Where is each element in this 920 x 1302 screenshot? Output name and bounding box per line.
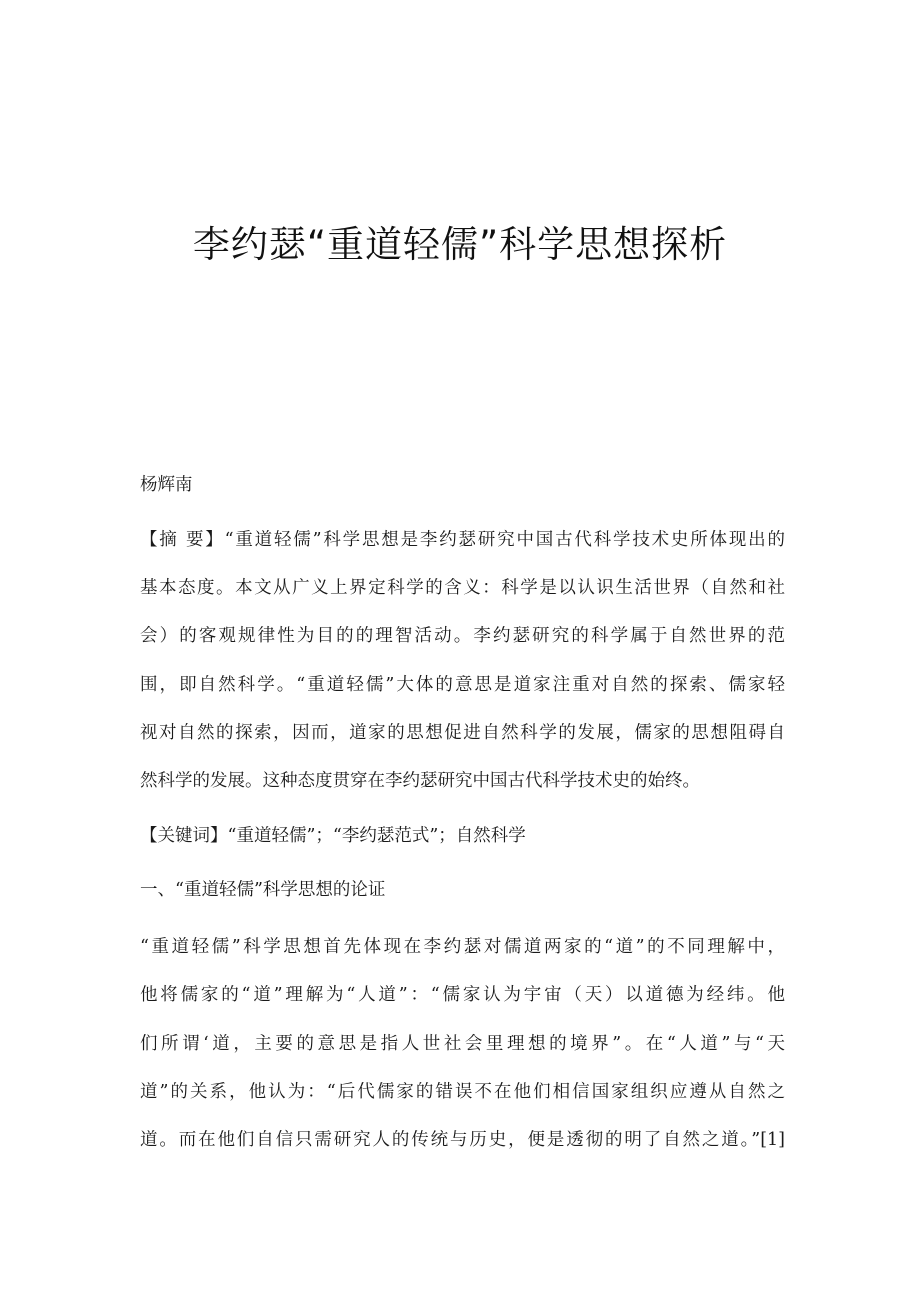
abstract-line: 【摘 要】“重道轻儒”科学思想是李约瑟研究中国古代科学技术史所体现出的 xyxy=(140,530,785,550)
abstract-line: 围，即自然科学。“重道轻儒”大体的意思是道家注重对自然的探索、儒家轻 xyxy=(140,675,785,695)
document-title: 李约瑟“重道轻儒”科学思想探析 xyxy=(192,223,728,266)
abstract-line: 视对自然的探索，因而，道家的思想促进自然科学的发展，儒家的思想阻碍自 xyxy=(140,723,785,743)
paragraph-line: “重道轻儒”科学思想首先体现在李约瑟对儒道两家的“道”的不同理解中， xyxy=(140,937,785,957)
abstract-line: 基本态度。本文从广义上界定科学的含义：科学是以认识生活世界（自然和社 xyxy=(140,578,785,598)
author-name: 杨辉南 xyxy=(140,475,193,495)
abstract-line: 然科学的发展。这种态度贯穿在李约瑟研究中国古代科学技术史的始终。 xyxy=(140,771,700,791)
keywords-line: 【关键词】“重道轻儒”；“李约瑟范式”；自然科学 xyxy=(140,826,526,846)
paragraph-line: 他将儒家的“道”理解为“人道”：“儒家认为宇宙（天）以道德为经纬。他 xyxy=(140,985,785,1005)
section-heading: 一、“重道轻儒”科学思想的论证 xyxy=(140,880,386,900)
paragraph-line: 道”的关系，他认为：“后代儒家的错误不在他们相信国家组织应遵从自然之 xyxy=(140,1082,785,1102)
paragraph-line: 们所谓‘道，主要的意思是指人世社会里理想的境界”。在“人道”与“天 xyxy=(140,1034,785,1054)
paragraph-line: 道。而在他们自信只需研究人的传统与历史，便是透彻的明了自然之道。”[1] xyxy=(140,1130,785,1150)
abstract-line: 会）的客观规律性为目的的理智活动。李约瑟研究的科学属于自然世界的范 xyxy=(140,626,785,646)
